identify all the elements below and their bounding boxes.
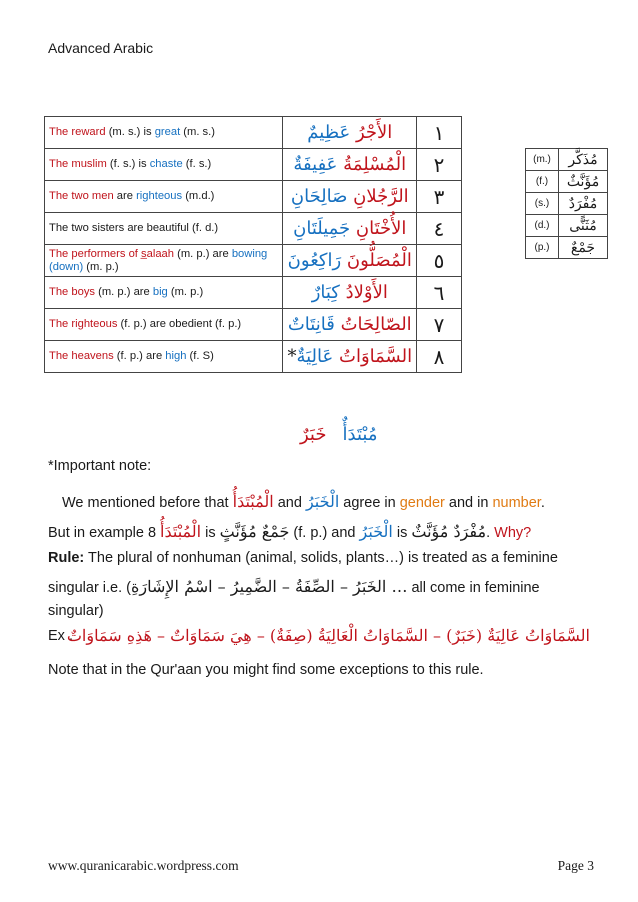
abbreviation: (p.) (526, 237, 559, 259)
mubtada-label: مُبْتَدَأٌ (342, 424, 378, 445)
arabic-sentence: الصّالِحَاتُ قَانِتَاتٌ (283, 309, 417, 341)
abbreviation-row (526, 171, 608, 193)
note-heading: *Important note: (48, 458, 152, 474)
abbreviation: (d.) (526, 215, 559, 237)
note-paragraph-1: We mentioned before that الْمُبْتَدَأُ and الْخَبَرُ agree in gender and in number. (62, 492, 545, 511)
note-paragraph-2: But in example 8 الْمُبْتَدَأُ is جَمْعٌ مُؤَنَّثٍ (f. p.) and الْخَبَرُ is مُفْرَدٌ مُؤَنَّثٌ. Why? (48, 522, 532, 541)
arabic-sentence: الرَّجُلانِ صَالِحَانِ (283, 181, 417, 213)
arabic-sentence: السَّمَاوَاتُ عَالِيَةٌ* (283, 341, 417, 373)
sentence-parts-labels (300, 424, 377, 445)
table-row (45, 149, 462, 181)
khabar-label: خَبَرٌ (300, 424, 327, 445)
abbreviation-row (526, 193, 608, 215)
table-row (45, 117, 462, 149)
row-number: ١ (417, 117, 462, 149)
rule-line-2: singular i.e. (… الخَبَرُ – الصِّفَةُ – الضَّمِيرُ – اسْمُ الإِشَارَةِ all come in feminine (48, 577, 540, 596)
abbreviation: (m.) (526, 149, 559, 171)
english-sentence: The righteous (f. p.) are obedient (f. p.) (45, 309, 283, 341)
english-sentence: The reward (m. s.) is great (m. s.) (45, 117, 283, 149)
table-row (45, 277, 462, 309)
exceptions-note: Note that in the Qur'aan you might find some exceptions to this rule. (48, 662, 484, 678)
arabic-term: مُثَنًّى (559, 215, 608, 237)
footer-url: www.quranicarabic.wordpress.com (48, 858, 239, 873)
row-number: ٥ (417, 245, 462, 277)
arabic-term: جَمْعٌ (559, 237, 608, 259)
english-sentence: The boys (m. p.) are big (m. p.) (45, 277, 283, 309)
example-arabic: السَّمَاوَاتُ عَالِيَةٌ (خَبَرٌ) – السَّمَاوَاتُ الْعَالِيَةُ (صِفَةٌ) – هِيَ سَمَاوَاتٌ – هَذِهِ سَمَاوَاتٌ (66, 626, 590, 645)
arabic-sentence: الأَوْلادُ كِبَارٌ (283, 277, 417, 309)
abbreviation-row (526, 215, 608, 237)
rule-line-1: Rule: The plural of nonhuman (animal, solids, plants…) is treated as a feminine (48, 550, 558, 566)
page-header: Advanced Arabic (48, 40, 154, 56)
row-number: ٣ (417, 181, 462, 213)
row-number: ٨ (417, 341, 462, 373)
row-number: ٧ (417, 309, 462, 341)
abbreviation-row (526, 149, 608, 171)
arabic-term: مُؤَنَّثٌ (559, 171, 608, 193)
english-sentence: The two sisters are beautiful (f. d.) (45, 213, 283, 245)
table-row (45, 309, 462, 341)
arabic-sentence: الْمُصَلُّونَ رَاكِعُونَ (283, 245, 417, 277)
rule-line-3: singular) (48, 603, 104, 619)
english-sentence: The heavens (f. p.) are high (f. S) (45, 341, 283, 373)
arabic-term: مُفْرَدٌ (559, 193, 608, 215)
abbreviation-row (526, 237, 608, 259)
arabic-term: مُذَكَّر (559, 149, 608, 171)
table-row (45, 213, 462, 245)
example-line: Ex . السَّمَاوَاتُ عَالِيَةٌ (خَبَرٌ) – السَّمَاوَاتُ الْعَالِيَةُ (صِفَةٌ) – هِيَ سَمَاوَاتٌ – هَذِهِ سَمَاوَاتٌ (48, 626, 590, 645)
table-row (45, 341, 462, 373)
english-sentence: The performers of s̲alaah (m. p.) are bowing (down) (m. p.) (45, 245, 283, 277)
examples-table (44, 116, 462, 373)
abbreviation: (s.) (526, 193, 559, 215)
arabic-sentence: الأَجْرُ عَظِيمٌ (283, 117, 417, 149)
row-number: ٤ (417, 213, 462, 245)
arabic-sentence: الأُخْتَانِ جَمِيلَتَانِ (283, 213, 417, 245)
footer-page-number: Page 3 (557, 858, 594, 873)
arabic-sentence: الْمُسْلِمَةُ عَفِيفَةٌ (283, 149, 417, 181)
abbreviation-table (525, 148, 608, 259)
table-row (45, 181, 462, 213)
table-row (45, 245, 462, 277)
english-sentence: The muslim (f. s.) is chaste (f. s.) (45, 149, 283, 181)
row-number: ٢ (417, 149, 462, 181)
row-number: ٦ (417, 277, 462, 309)
abbreviation: (f.) (526, 171, 559, 193)
english-sentence: The two men are righteous (m.d.) (45, 181, 283, 213)
